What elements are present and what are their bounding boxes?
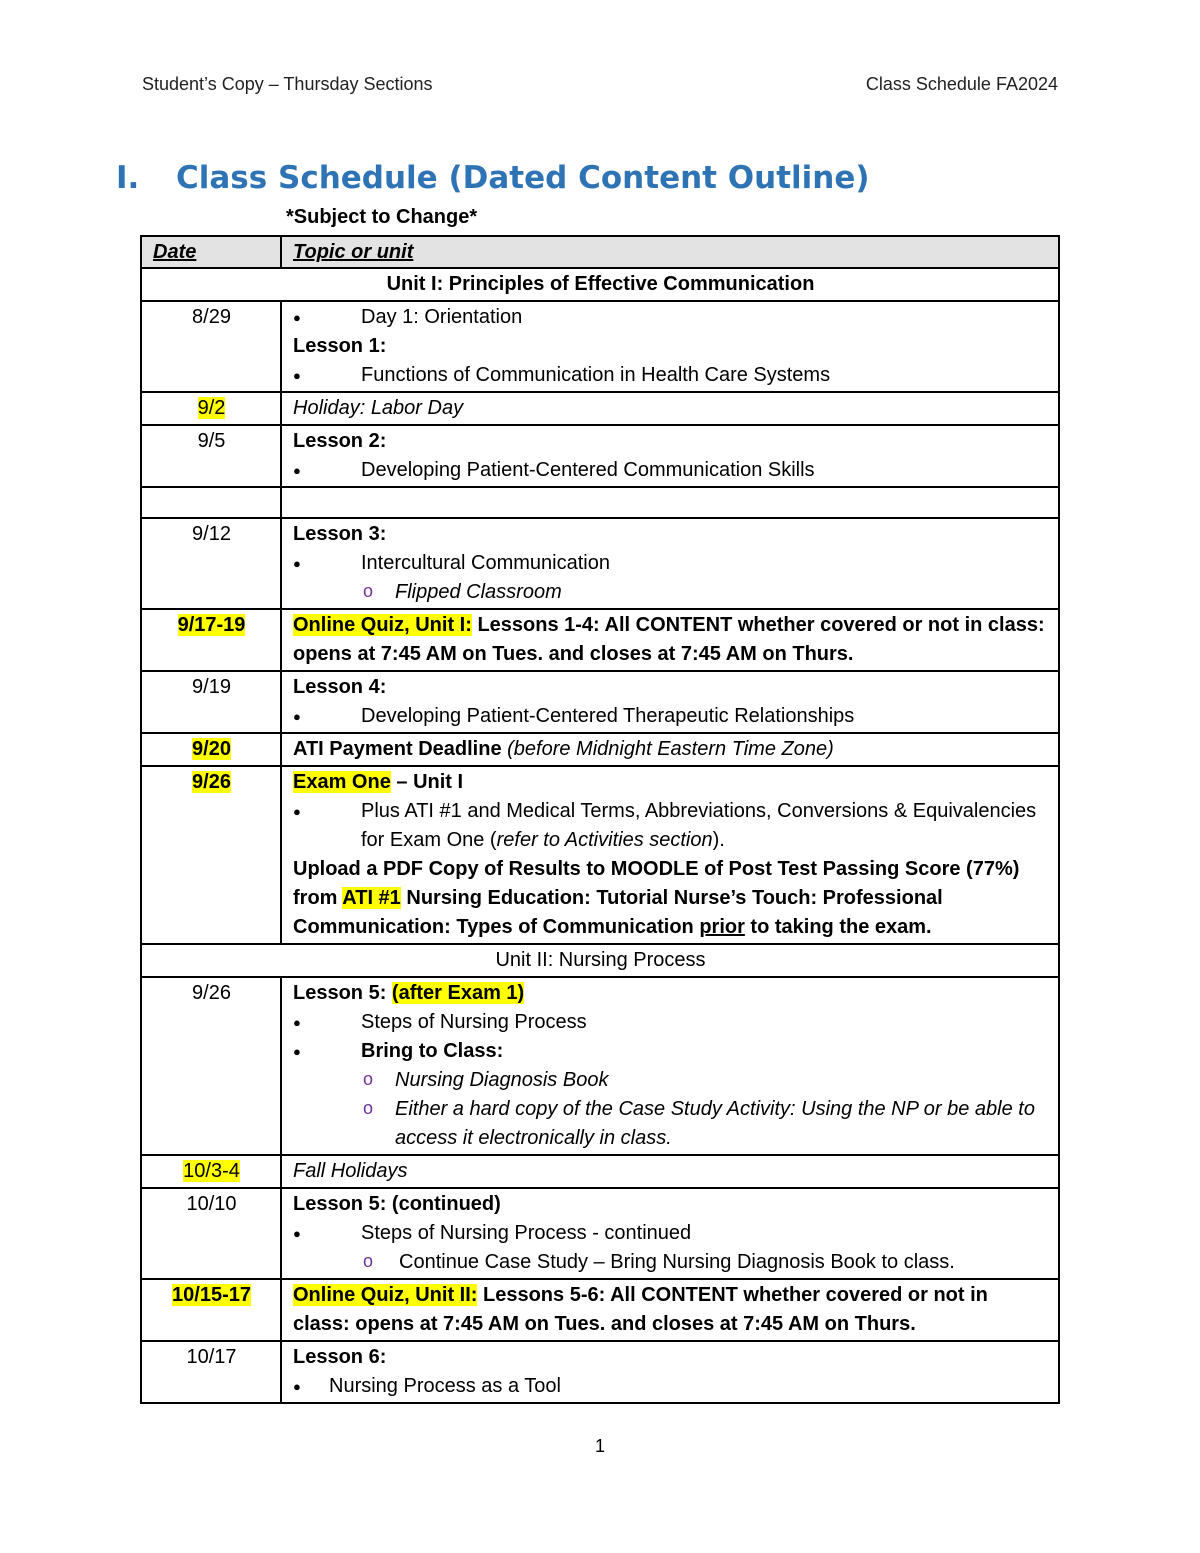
- bullet-item: ● Intercultural Communication: [293, 549, 1048, 578]
- date-highlight: 9/17-19: [177, 614, 246, 636]
- unit-row: [141, 944, 1059, 977]
- row-date: [141, 1155, 281, 1188]
- bullet-item: ● Nursing Process as a Tool: [293, 1372, 1048, 1401]
- table-row: [141, 518, 1059, 609]
- row-date: 10/10: [141, 1188, 281, 1279]
- exam-line: [293, 768, 1048, 797]
- table-row: [141, 1188, 1059, 1279]
- unit-row: [141, 268, 1059, 301]
- table-row: [141, 392, 1059, 425]
- date-highlight: 9/26: [192, 771, 231, 793]
- date-highlight: 9/2: [197, 397, 226, 419]
- table-row: [141, 301, 1059, 392]
- row-topic: [281, 301, 1059, 392]
- exam-unit: – Unit I: [390, 771, 464, 793]
- lesson-label: Lesson 2:: [293, 430, 387, 452]
- prior-word: prior: [699, 916, 745, 938]
- upload-text: Upload a PDF Copy of Results to MOODLE of Post Test Passing Score (77%) from: [293, 858, 1020, 909]
- empty-row: [141, 487, 1059, 518]
- deadline-note: (before Midnight Eastern Time Zone): [501, 738, 834, 760]
- deadline-label: ATI Payment Deadline: [293, 738, 502, 760]
- upload-instructions: [293, 855, 1048, 942]
- ati-label: ATI #1: [342, 887, 401, 909]
- row-topic: [281, 671, 1059, 733]
- subtitle: *Subject to Change*: [286, 206, 478, 228]
- bullet-item: ● Developing Patient-Centered Therapeutic Relationships: [293, 702, 1048, 731]
- quiz-details: Lessons 5-6: All CONTENT whether covered or not in class: opens at 7:45 AM on Tues. and closes at 7:45 AM on Thurs.: [293, 1284, 988, 1335]
- table-row: [141, 609, 1059, 671]
- row-date: [141, 487, 281, 518]
- schedule-table: [140, 235, 1060, 1404]
- bullet-item: ● Day 1: Orientation: [293, 303, 1048, 332]
- sub-bullet-item: o Nursing Diagnosis Book: [293, 1066, 1048, 1095]
- sub-bullet-item: o Flipped Classroom: [293, 578, 1048, 607]
- bullet-text: Plus ATI #1 and Medical Terms, Abbreviations, Conversions & Equivalencies for Exam One (: [361, 800, 1037, 851]
- row-topic: [281, 977, 1059, 1155]
- date-highlight: 10/15-17: [172, 1284, 251, 1306]
- row-topic: [281, 766, 1059, 944]
- section-title: [116, 160, 870, 196]
- after-exam-label: (after Exam 1): [391, 982, 525, 1004]
- table-row: [141, 1155, 1059, 1188]
- lesson-label: Lesson 3:: [293, 523, 387, 545]
- bullet-item: ● Steps of Nursing Process: [293, 1008, 1048, 1037]
- lesson-label: Lesson 5: (continued): [293, 1193, 501, 1215]
- header-left: Student’s Copy – Thursday Sections: [142, 74, 433, 94]
- lesson-label: Lesson 1:: [293, 335, 387, 357]
- sub-bullet-item: o Continue Case Study – Bring Nursing Diagnosis Book to class.: [293, 1248, 1048, 1277]
- table-row: [141, 1341, 1059, 1403]
- section-number: I.: [116, 160, 140, 196]
- header-topic: Topic or unit: [281, 236, 1059, 268]
- table-row: [141, 425, 1059, 487]
- table-row: [141, 671, 1059, 733]
- row-topic: [281, 733, 1059, 766]
- header-date: Date: [141, 236, 281, 268]
- bullet-item: ● Functions of Communication in Health Care Systems: [293, 361, 1048, 390]
- date-highlight: 9/20: [192, 738, 231, 760]
- row-date: [141, 733, 281, 766]
- row-topic: [281, 425, 1059, 487]
- bullet-item: ● Bring to Class:: [293, 1037, 1048, 1066]
- row-date: [141, 392, 281, 425]
- table-row: [141, 766, 1059, 944]
- upload-text: Nursing Education: Tutorial Nurse’s Touch: Professional Communication: Types of Communication: [293, 887, 943, 938]
- table-row: [141, 733, 1059, 766]
- lesson-line: [293, 979, 1048, 1008]
- bullet-item: ● Steps of Nursing Process - continued: [293, 1219, 1048, 1248]
- row-topic: Fall Holidays: [281, 1155, 1059, 1188]
- page-number: 1: [594, 1436, 605, 1456]
- bullet-item: [293, 797, 1048, 855]
- bullet-text-end: ).: [712, 829, 725, 851]
- lesson-label: Lesson 4:: [293, 676, 387, 698]
- row-topic: [281, 1188, 1059, 1279]
- row-topic: [281, 518, 1059, 609]
- table-row: [141, 977, 1059, 1155]
- row-date: 9/5: [141, 425, 281, 487]
- bullet-item: ● Developing Patient-Centered Communication Skills: [293, 456, 1048, 485]
- date-highlight: 10/3-4: [183, 1160, 240, 1182]
- row-topic: [281, 487, 1059, 518]
- exam-label: Exam One: [293, 771, 391, 793]
- header-right: Class Schedule FA2024: [865, 74, 1058, 94]
- row-date: [141, 1279, 281, 1341]
- quiz-label: Online Quiz, Unit I:: [293, 614, 472, 636]
- unit-title: Unit I: Principles of Effective Communication: [141, 268, 1059, 301]
- table-row: [141, 1279, 1059, 1341]
- lesson-label: Lesson 6:: [293, 1346, 387, 1368]
- quiz-label: Online Quiz, Unit II:: [293, 1284, 478, 1306]
- quiz-details: Lessons 1-4: All CONTENT whether covered or not in class: opens at 7:45 AM on Tues. and closes at 7:45 AM on Thurs.: [293, 614, 1045, 665]
- unit-title: Unit II: Nursing Process: [141, 944, 1059, 977]
- row-date: 9/19: [141, 671, 281, 733]
- section-title-text: Class Schedule (Dated Content Outline): [176, 160, 870, 196]
- row-date: 9/12: [141, 518, 281, 609]
- row-topic: [281, 609, 1059, 671]
- bullet-note: refer to Activities section: [496, 829, 713, 851]
- row-topic: [281, 1341, 1059, 1403]
- table-header-row: [141, 236, 1059, 268]
- lesson-label: Lesson 5:: [293, 982, 392, 1004]
- row-date: [141, 766, 281, 944]
- row-date: 9/26: [141, 977, 281, 1155]
- upload-text-end: to taking the exam.: [744, 916, 932, 938]
- row-topic: [281, 1279, 1059, 1341]
- row-date: 8/29: [141, 301, 281, 392]
- row-date: 10/17: [141, 1341, 281, 1403]
- row-date: [141, 609, 281, 671]
- row-topic: Holiday: Labor Day: [281, 392, 1059, 425]
- sub-bullet-item: o Either a hard copy of the Case Study Activity: Using the NP or be able to access it electronically in class.: [293, 1095, 1048, 1153]
